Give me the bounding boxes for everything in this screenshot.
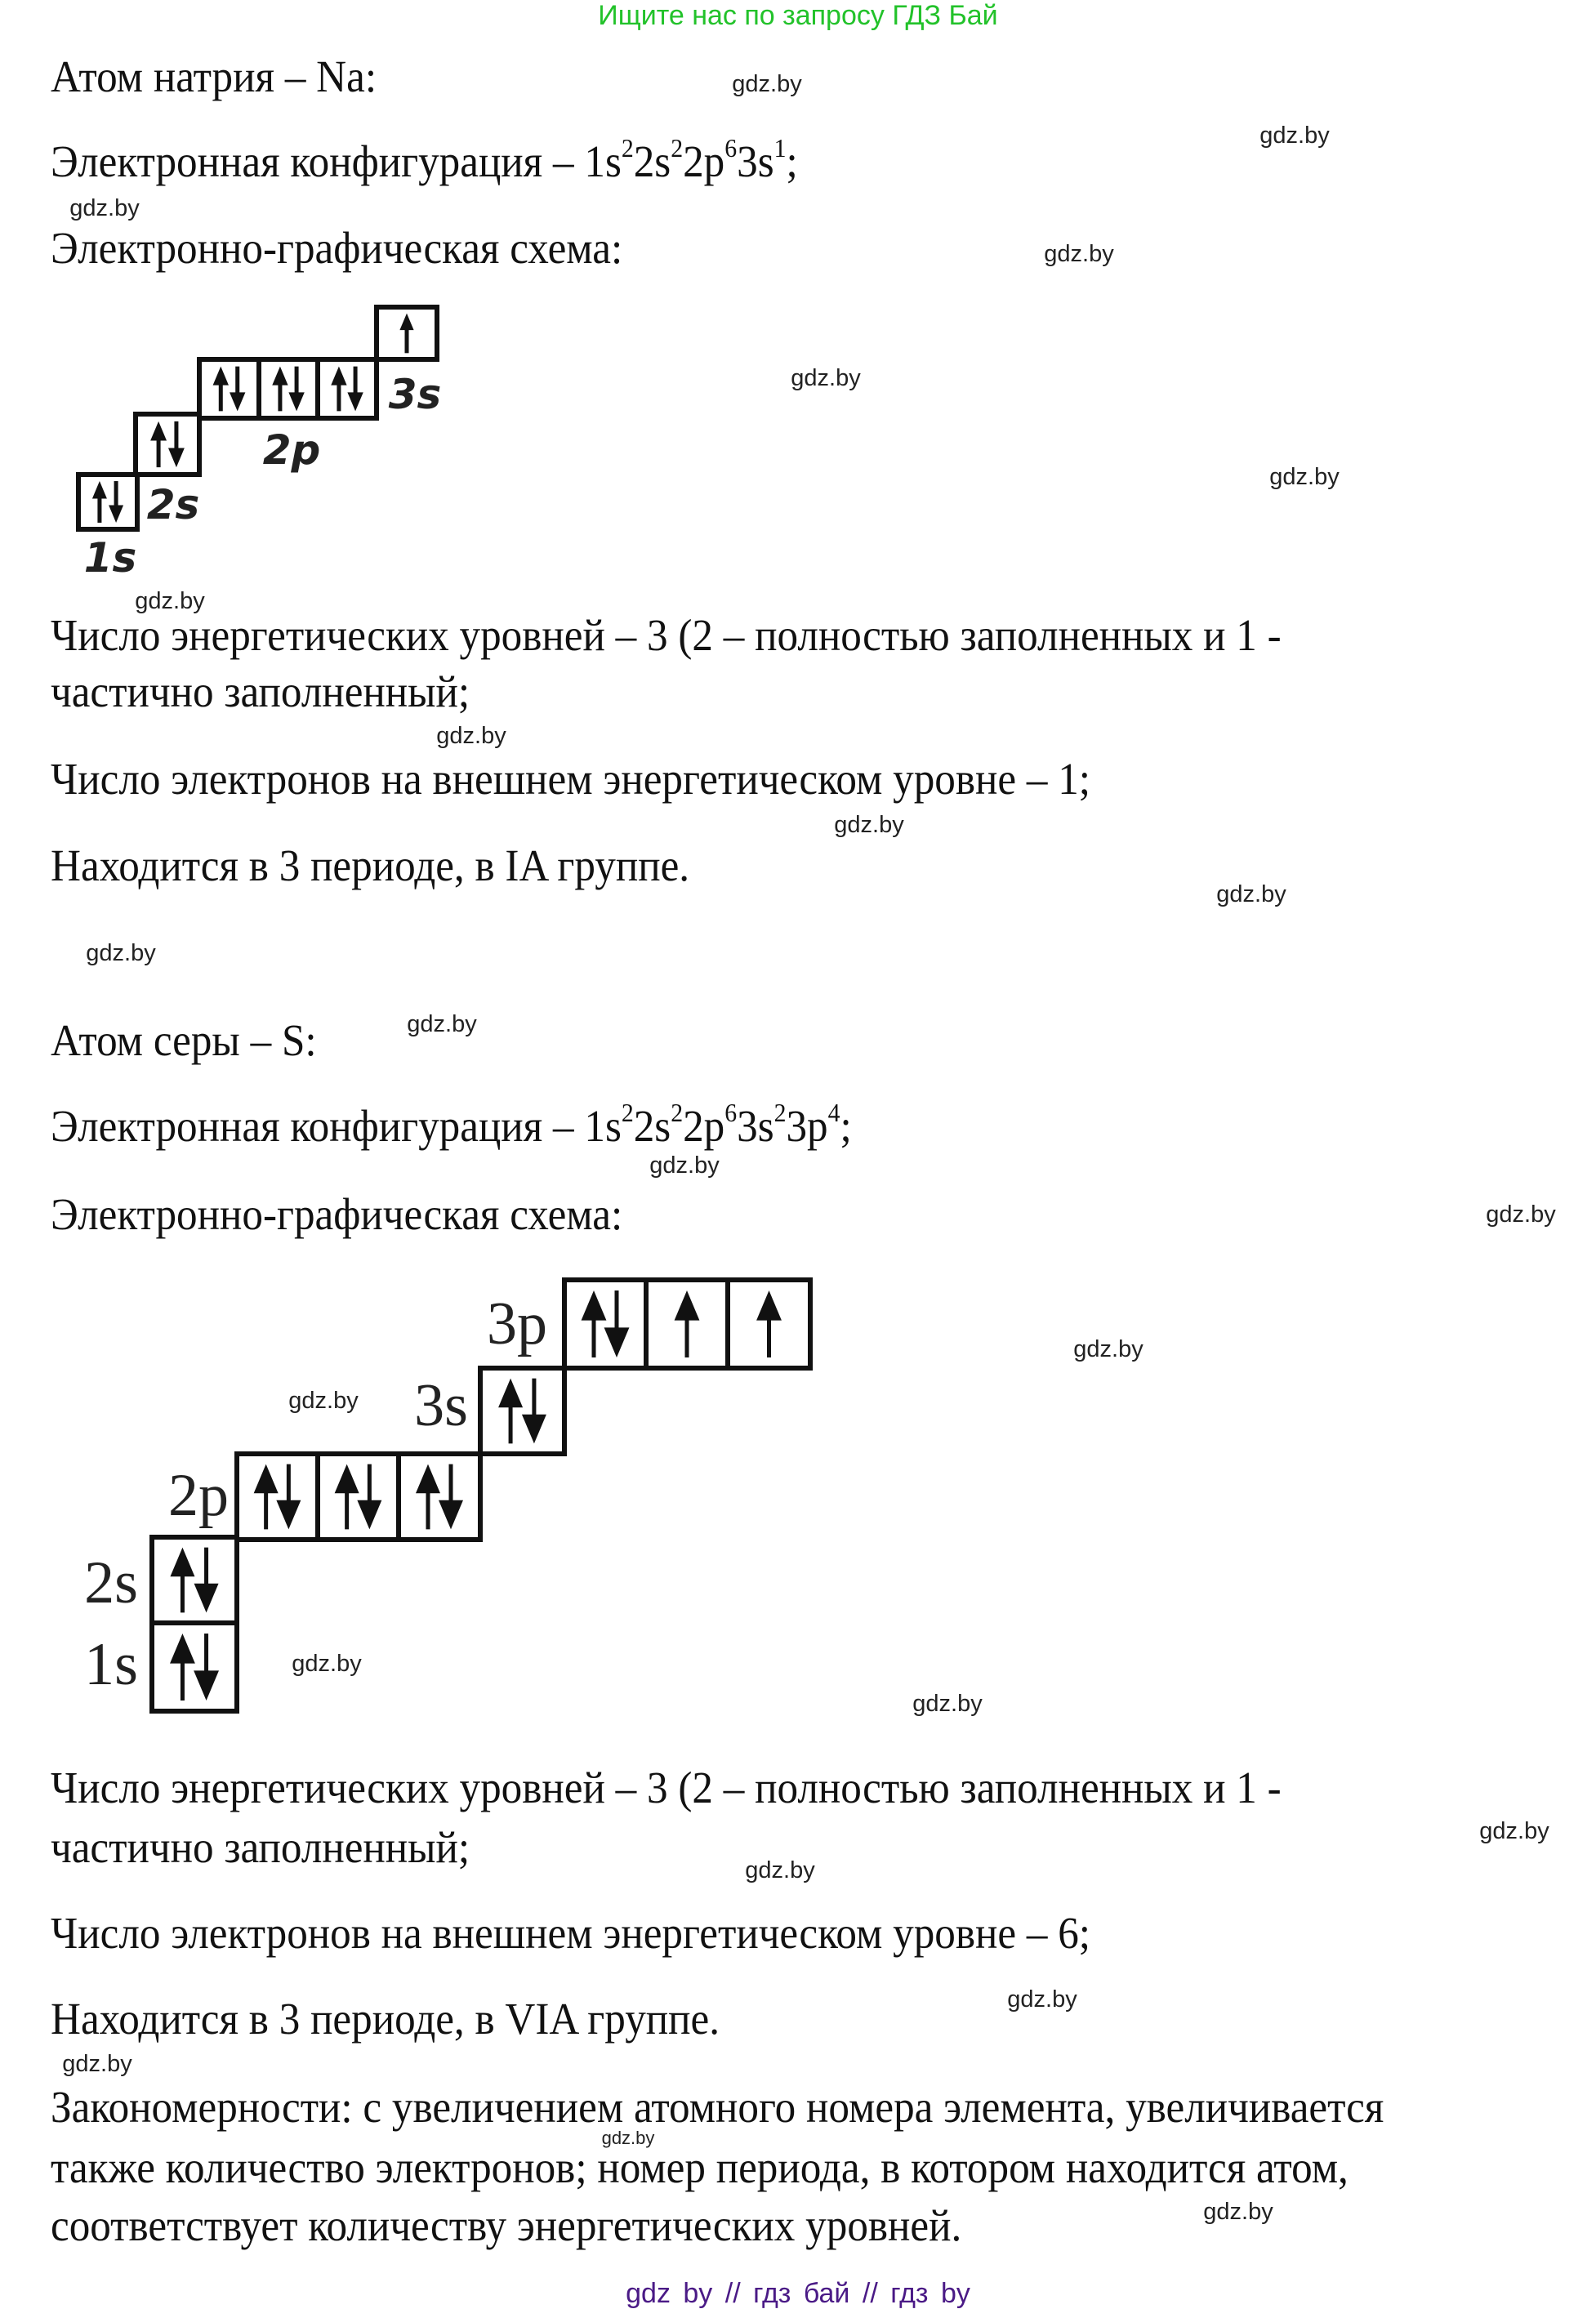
orbital-cell (318, 1454, 399, 1540)
config-term-exponent: 2 (773, 1098, 787, 1127)
config-end: ; (840, 1101, 852, 1151)
sulfur-levels-line2: частично заполненный; (51, 1822, 470, 1872)
config-term: 3p (786, 1101, 828, 1151)
orbital-label: 3p (487, 1290, 547, 1357)
orbital-cell (728, 1280, 810, 1368)
sulfur-title: Атом серы – S: (51, 1015, 317, 1065)
sodium-position: Находится в 3 периоде, в IA группе. (51, 840, 690, 890)
orbital-2s (84, 1537, 237, 1623)
watermark-text: gdz.by (1007, 1986, 1077, 2013)
watermark-text: gdz.by (1203, 2199, 1273, 2225)
sodium-outer-electrons: Число электронов на внешнем энергетическом уровне – 1; (51, 754, 1091, 804)
sulfur-position: Находится в 3 периоде, в VIA группе. (51, 1994, 720, 2044)
config-term: 3s (737, 136, 774, 186)
watermark-text: gdz.by (745, 1857, 815, 1883)
orbital-cell (399, 1454, 480, 1540)
watermark-text: gdz.by (834, 812, 904, 838)
search-hint-banner: Ищите нас по запросу ГДЗ Бай (598, 0, 998, 31)
sulfur-levels-line1: Число энергетических уровней – 3 (2 – полностью заполненных и 1 - (51, 1763, 1282, 1812)
config-term: 2p (683, 1101, 725, 1151)
watermark-text: gdz.by (601, 2128, 655, 2148)
watermark-text: gdz.by (1486, 1201, 1556, 1228)
config-term: 2s (633, 136, 671, 186)
config-term: 2s (633, 1101, 671, 1151)
sulfur-outer-electrons: Число электронов на внешнем энергетическом уровне – 6; (51, 1908, 1091, 1958)
config-term-exponent: 6 (724, 1098, 738, 1127)
sodium-title: Атом натрия – Na: (51, 51, 377, 101)
config-term-exponent: 2 (671, 133, 684, 163)
config-term-exponent: 1 (773, 133, 787, 163)
orbital-label: 2p (168, 1462, 229, 1529)
watermark-text: gdz.by (1216, 881, 1286, 907)
sodium-scheme-label: Электронно-графическая схема: (51, 223, 623, 273)
watermark-text: gdz.by (69, 195, 140, 221)
watermark-text: gdz.by (436, 723, 506, 749)
config-term: 1s (584, 1101, 622, 1151)
footer-links[interactable]: gdz by // гдз бай // гдз by (626, 2278, 970, 2309)
config-term: 1s (584, 136, 622, 186)
orbital-cell (480, 1368, 564, 1454)
orbital-cell (237, 1454, 318, 1540)
orbital-label: 2s (84, 1549, 138, 1616)
config-label: Электронная конфигурация – (51, 1101, 585, 1151)
conclusion-line1: Закономерности: с увеличением атомного номера элемента, увеличивается (51, 2082, 1384, 2132)
config-end: ; (786, 136, 798, 186)
conclusion-line2: также количество электронов; номер периода, в котором находится атом, (51, 2142, 1349, 2192)
watermark-text: gdz.by (912, 1691, 983, 1717)
watermark-text: gdz.by (649, 1152, 720, 1179)
watermark-text: gdz.by (292, 1651, 362, 1677)
watermark-text: gdz.by (407, 1011, 477, 1037)
config-term-exponent: 2 (621, 1098, 634, 1127)
watermark-text: gdz.by (86, 940, 156, 966)
orbital-label: 2p (262, 426, 321, 474)
watermark-text: gdz.by (1044, 241, 1114, 267)
orbital-label: 1s (83, 534, 137, 582)
watermark-text: gdz.by (1269, 464, 1340, 490)
config-term-exponent: 6 (724, 133, 738, 163)
watermark-text: gdz.by (1073, 1336, 1144, 1362)
orbital-2p (168, 1454, 480, 1540)
config-term-exponent: 2 (621, 133, 634, 163)
watermark-text: gdz.by (791, 365, 861, 391)
orbital-3s (414, 1368, 564, 1454)
config-term: 3s (737, 1101, 774, 1151)
orbital-3p (487, 1280, 810, 1368)
sodium-levels-line1: Число энергетических уровней – 3 (2 – полностью заполненных и 1 - (51, 610, 1282, 660)
config-term-exponent: 2 (671, 1098, 684, 1127)
watermark-text: gdz.by (288, 1388, 359, 1414)
orbital-label: 2s (146, 481, 200, 528)
watermark-text: gdz.by (732, 71, 802, 97)
config-term-exponent: 4 (827, 1098, 840, 1127)
sodium-levels-line2: частично заполненный; (51, 666, 470, 716)
watermark-text: gdz.by (135, 588, 205, 614)
orbital-label: 3s (414, 1372, 468, 1439)
orbital-1s (84, 1623, 237, 1711)
conclusion-line3: соответствует количеству энергетических уровней. (51, 2200, 962, 2250)
orbital-cell (152, 1623, 237, 1711)
watermark-text: gdz.by (1259, 123, 1330, 149)
orbital-cell (152, 1537, 237, 1623)
config-term: 2p (683, 136, 725, 186)
orbital-cell (646, 1280, 728, 1368)
watermark-text: gdz.by (1479, 1818, 1549, 1844)
watermark-text: gdz.by (62, 2051, 132, 2077)
sulfur-scheme-label: Электронно-графическая схема: (51, 1189, 623, 1239)
orbital-label: 1s (84, 1631, 138, 1698)
orbital-cell (564, 1280, 646, 1368)
orbital-label: 3s (388, 371, 442, 418)
config-label: Электронная конфигурация – (51, 136, 585, 186)
